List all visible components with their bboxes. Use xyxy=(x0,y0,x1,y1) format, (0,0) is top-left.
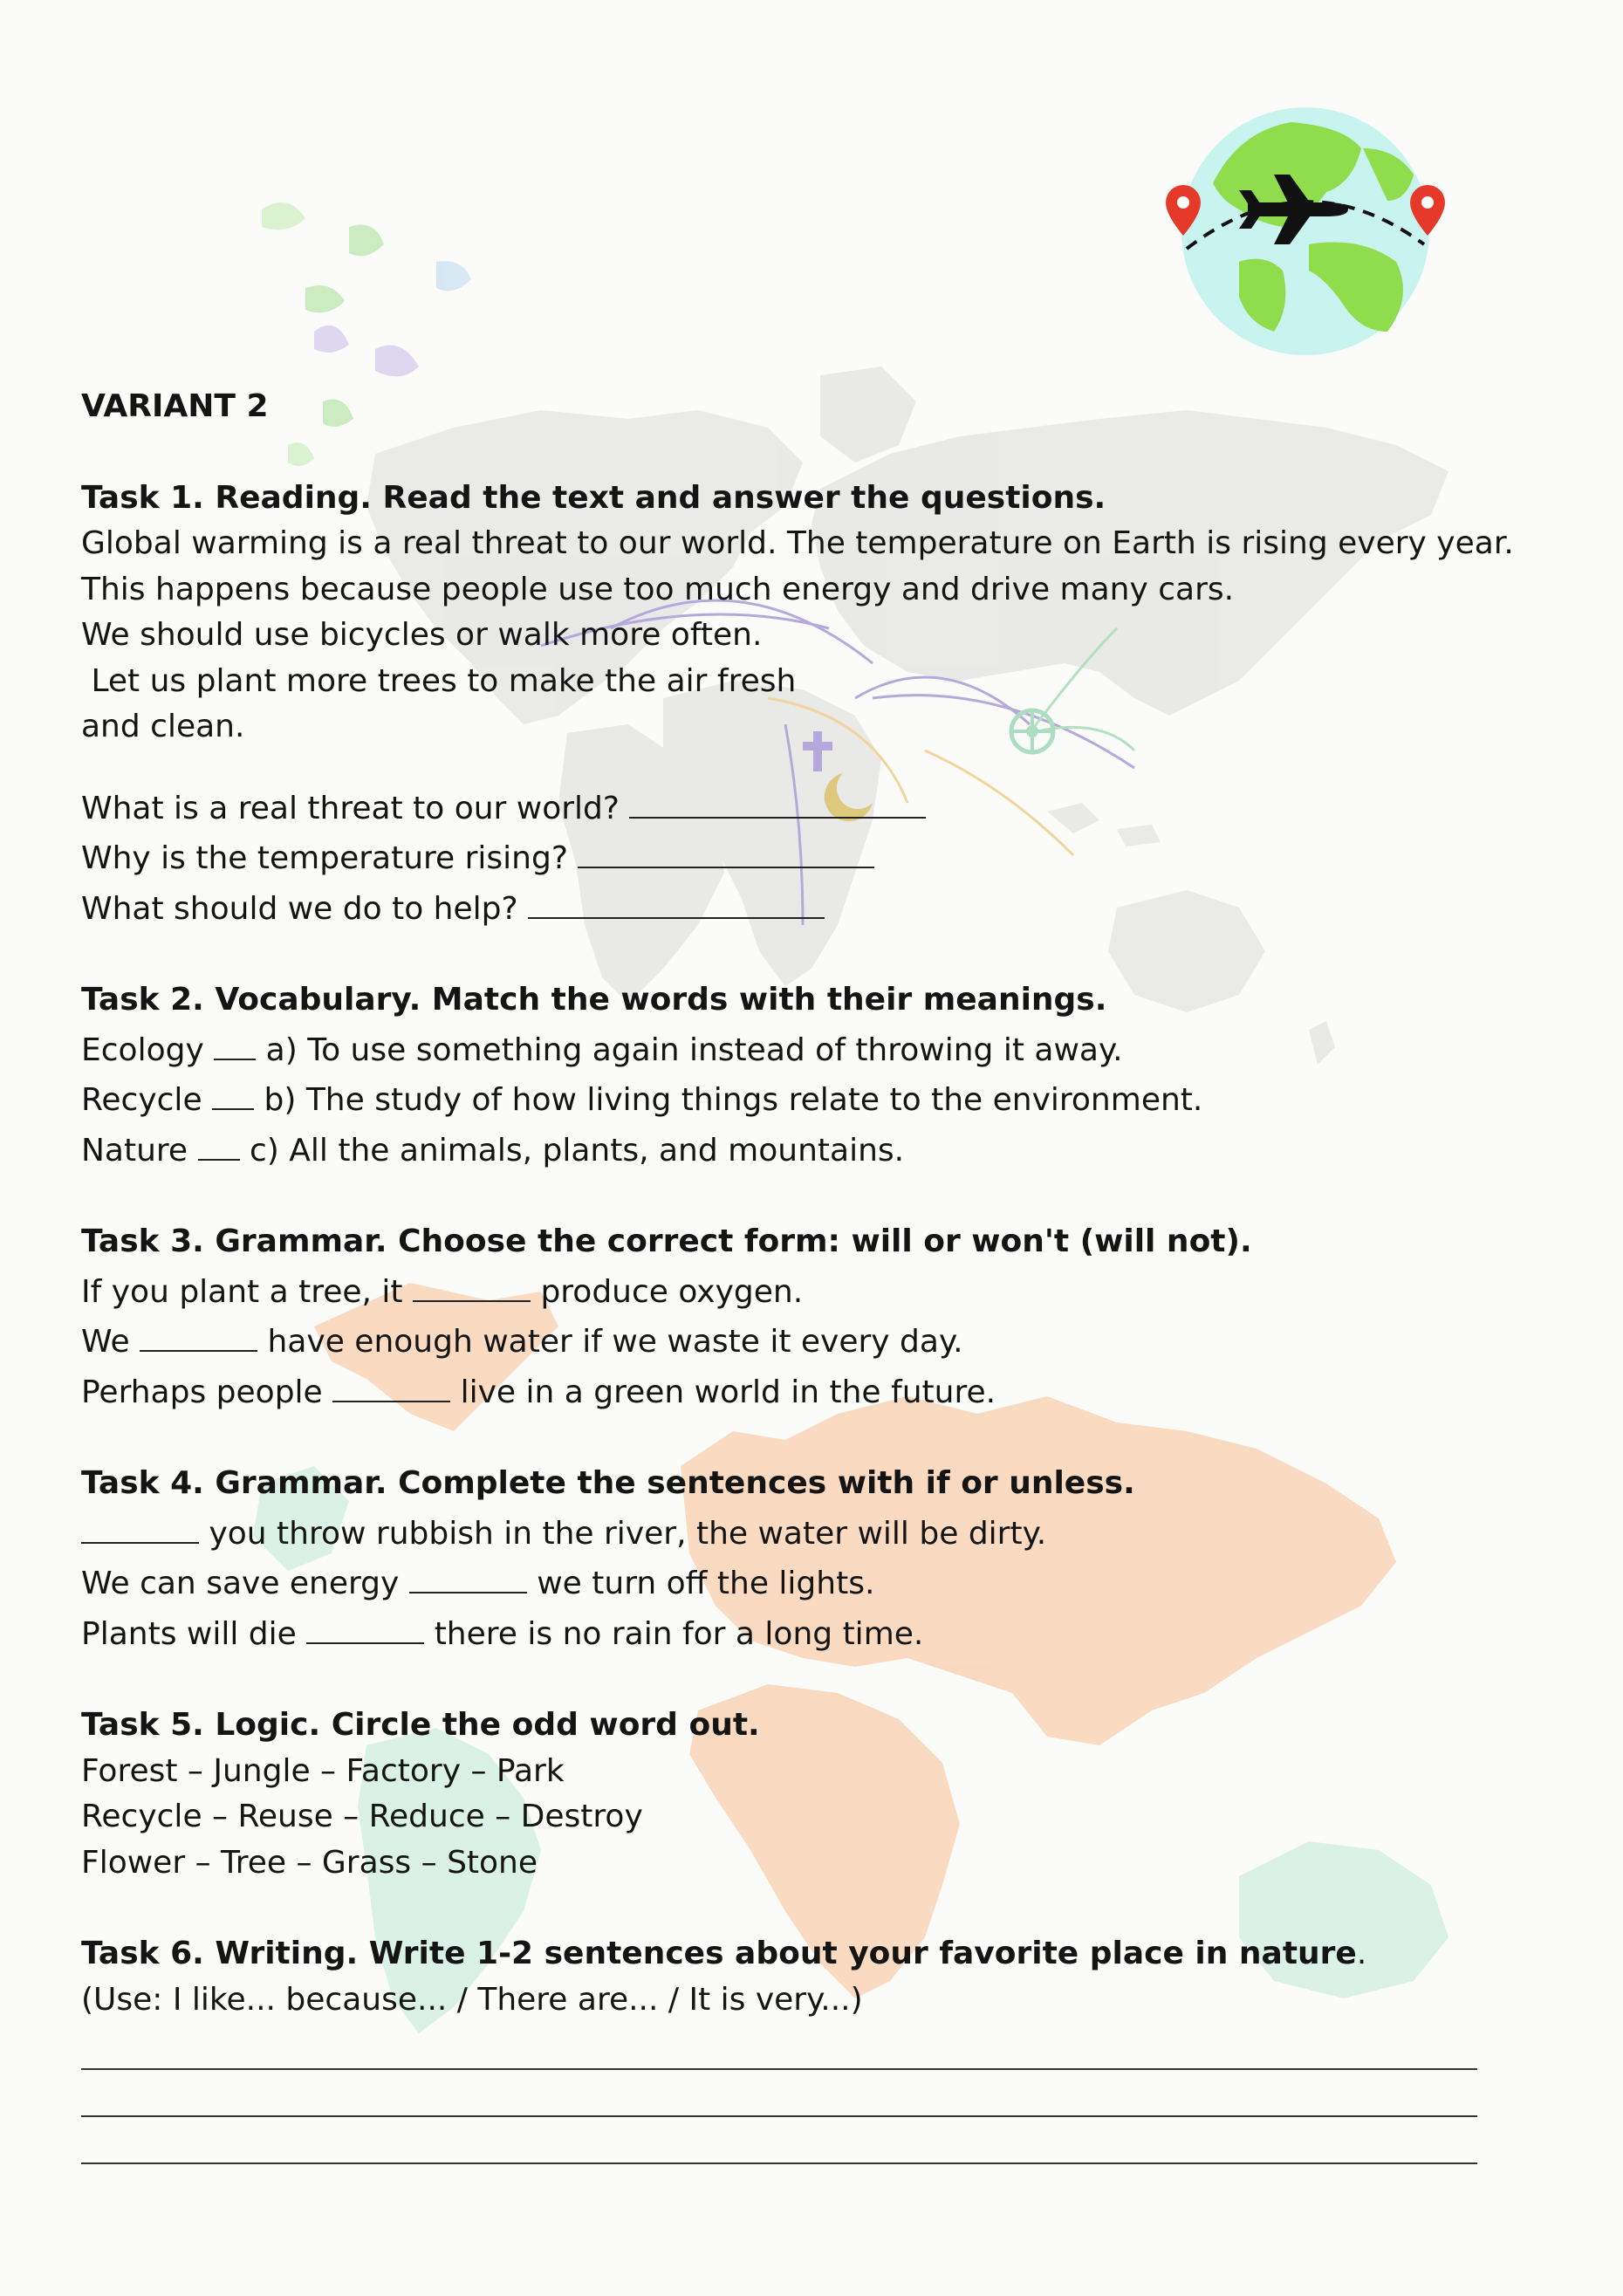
match-blank[interactable] xyxy=(198,1124,240,1161)
grammar-blank[interactable] xyxy=(306,1607,424,1644)
answer-blank[interactable] xyxy=(528,882,825,919)
grammar-blank[interactable] xyxy=(332,1366,450,1402)
task4-item: Plants will die there is no rain for a long time. xyxy=(81,1607,1582,1658)
globe-icon xyxy=(1181,107,1429,355)
task1-question: Why is the temperature rising? xyxy=(81,832,1582,882)
task1-text-line: Global warming is a real threat to our world. The temperature on Earth is rising every year. xyxy=(81,525,1514,561)
match-blank[interactable] xyxy=(214,1024,256,1060)
task4-item: you throw rubbish in the river, the water will be dirty. xyxy=(81,1507,1582,1558)
task2-heading: Task 2. Vocabulary. Match the words with their meanings. xyxy=(81,982,1107,1018)
worksheet-content xyxy=(81,384,1582,2164)
task3-item: We have enough water if we waste it every day. xyxy=(81,1315,1582,1366)
task2-item: Ecology a) To use something again instead of throwing it away. xyxy=(81,1024,1582,1074)
task3-item: If you plant a tree, it produce oxygen. xyxy=(81,1265,1582,1316)
writing-line[interactable] xyxy=(81,2117,1477,2164)
task1-text-line: Let us plant more trees to make the air fresh xyxy=(81,662,797,699)
task2-item: Nature c) All the animals, plants, and mountains. xyxy=(81,1124,1582,1175)
answer-blank[interactable] xyxy=(629,782,926,819)
task1-question: What should we do to help? xyxy=(81,882,1582,933)
task5-item[interactable]: Recycle – Reuse – Reduce – Destroy xyxy=(81,1799,643,1834)
task5-heading: Task 5. Logic. Circle the odd word out. xyxy=(81,1707,760,1743)
task3-heading: Task 3. Grammar. Choose the correct form: will or won't (will not). xyxy=(81,1223,1252,1259)
task5-item[interactable]: Flower – Tree – Grass – Stone xyxy=(81,1844,538,1881)
task1-question: What is a real threat to our world? xyxy=(81,782,1582,833)
task6-heading-line xyxy=(81,1931,1582,1977)
task4-heading: Task 4. Grammar. Complete the sentences with if or unless. xyxy=(81,1465,1135,1501)
task3-item: Perhaps people live in a green world in the future. xyxy=(81,1366,1582,1416)
task2-item: Recycle b) The study of how living things relate to the environment. xyxy=(81,1073,1582,1124)
task6-heading-period: . xyxy=(1356,1936,1367,1971)
task6-hint: (Use: I like... because... / There are... / It is very...) xyxy=(81,1981,863,2018)
task4-item: We can save energy we turn off the lights. xyxy=(81,1557,1582,1607)
task1-heading: Task 1. Reading. Read the text and answer the questions. xyxy=(81,479,1106,516)
task6-heading: Task 6. Writing. Write 1-2 sentences about your favorite place in nature xyxy=(81,1936,1357,1971)
task5-item[interactable]: Forest – Jungle – Factory – Park xyxy=(81,1752,565,1789)
task1-text-line: This happens because people use too much energy and drive many cars. xyxy=(81,571,1235,607)
match-blank[interactable] xyxy=(212,1073,254,1110)
grammar-blank[interactable] xyxy=(81,1507,199,1544)
grammar-blank[interactable] xyxy=(140,1315,257,1352)
task1-text-line: We should use bicycles or walk more often. xyxy=(81,617,763,653)
answer-blank[interactable] xyxy=(578,832,874,868)
grammar-blank[interactable] xyxy=(413,1265,531,1302)
writing-line[interactable] xyxy=(81,2023,1477,2070)
grammar-blank[interactable] xyxy=(409,1557,527,1593)
task1-text-line: and clean. xyxy=(81,709,245,744)
variant-title: VARIANT 2 xyxy=(81,388,269,424)
writing-line[interactable] xyxy=(81,2070,1477,2117)
